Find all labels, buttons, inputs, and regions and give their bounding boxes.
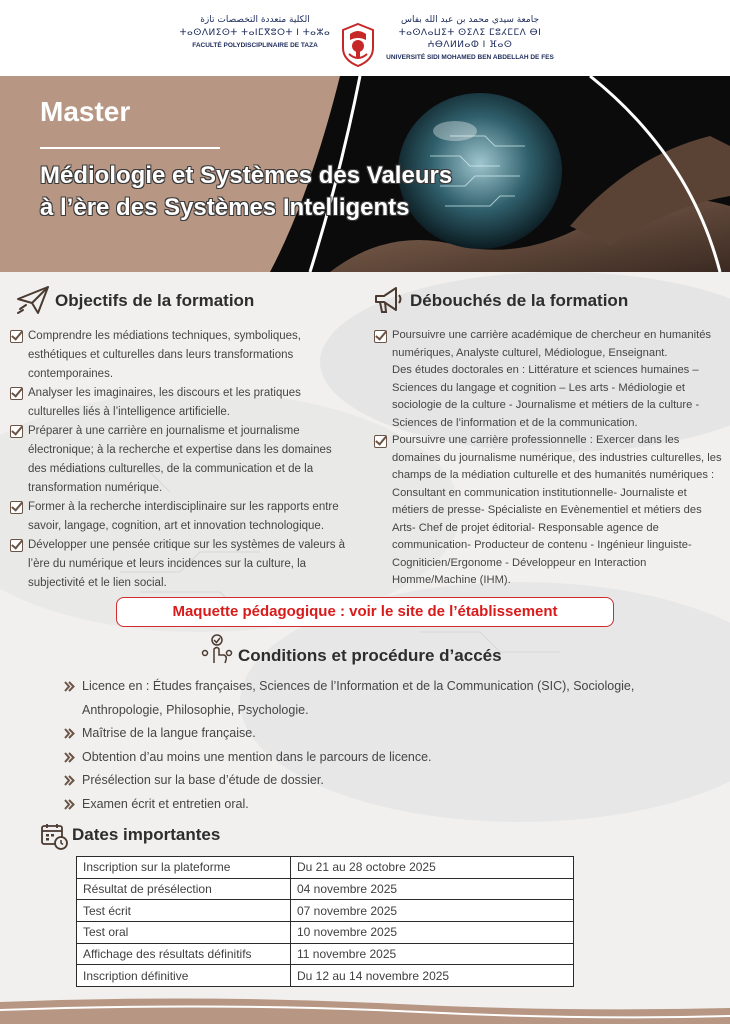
- faculty-name-arabic: الكلية متعددة التخصصات تازة: [200, 15, 310, 25]
- conditions-list: [64, 675, 664, 816]
- faculty-name: [172, 14, 338, 51]
- date-event: Résultat de présélection: [77, 878, 291, 900]
- table-row: [77, 922, 574, 944]
- date-event: Inscription définitive: [77, 965, 291, 987]
- objectif-item: Former à la recherche interdisciplinaire sur les rapports entre savoir, langage, cognition, art et innovation technologique.: [10, 498, 350, 536]
- checkbox-icon: [374, 435, 387, 448]
- date-event: Test écrit: [77, 900, 291, 922]
- touch-checklist-icon: [200, 633, 234, 665]
- university-name: [380, 14, 560, 63]
- date-value: 11 novembre 2025: [291, 943, 574, 965]
- title-divider: [40, 147, 220, 149]
- checkbox-icon: [10, 501, 23, 514]
- condition-item: Maîtrise de la langue française.: [64, 722, 664, 746]
- maquette-notice: Maquette pédagogique : voir le site de l’établissement: [116, 597, 614, 627]
- table-row: [77, 943, 574, 965]
- debouche-doctoral-studies: Des études doctorales en : Littérature et sciences humaines – Sciences du langage et cognition – Les arts - Médiologie et sociologie de la culture - Journalisme et métiers de la culture - Sciences de l’information et de la communication.: [392, 364, 700, 429]
- page-title: [40, 160, 540, 224]
- condition-item: Licence en : Études françaises, Sciences de l’Information et de la Communication (SIC), Sociologie, Anthropologie, Philosophie, Psychologie.: [64, 675, 664, 722]
- date-event: Inscription sur la plateforme: [77, 857, 291, 879]
- objectif-item: Analyser les imaginaires, les discours et les pratiques culturelles liés à l’intelligence artificielle.: [10, 384, 350, 422]
- faculty-name-tifinagh: ⵜⴰⵙⴷⵍⵉⵙⵜ ⵜⴰⵏⵎⴳⵓⵔⵜ ⵏ ⵜⴰⵣⴰ: [179, 28, 331, 38]
- table-row: [77, 857, 574, 879]
- debouche-item: Poursuivre une carrière professionnelle : Exercer dans les domaines du journalisme numérique, des industries culturelles, les champs de la médiation culturelle et des humanités numériques : Consultant en communication institutionnelle- Journaliste et métiers de presse- Spécialiste en Evènementiel et métiers des Arts- Chef de projet éditorial- Responsable agence de communication- Producteur de contenu - Ingénieur linguiste- Cogniticien/Ergonome - Développeur en Interaction Homme/Machine (IHM).: [374, 432, 722, 590]
- date-value: Du 21 au 28 octobre 2025: [291, 857, 574, 879]
- checkbox-icon: [10, 539, 23, 552]
- date-event: Affichage des résultats définitifs: [77, 943, 291, 965]
- condition-item: Obtention d’au moins une mention dans le parcours de licence.: [64, 746, 664, 770]
- date-value: 04 novembre 2025: [291, 878, 574, 900]
- objectif-item: Développer une pensée critique sur les systèmes de valeurs à l’ère du numérique et leurs incidences sur la culture, la subjectivité et le lien social.: [10, 536, 350, 593]
- page-title-line2: à l’ère des Systèmes Intelligents: [40, 194, 410, 221]
- header: [0, 0, 730, 76]
- double-chevron-icon: [64, 775, 75, 786]
- date-value: Du 12 au 14 novembre 2025: [291, 965, 574, 987]
- objectif-item: Comprendre les médiations techniques, symboliques, esthétiques et culturelles dans leurs transformations contemporaines.: [10, 327, 350, 384]
- table-row: [77, 900, 574, 922]
- debouches-list: [374, 327, 722, 590]
- checkbox-icon: [10, 425, 23, 438]
- checkbox-icon: [374, 330, 387, 343]
- checkbox-icon: [10, 387, 23, 400]
- debouche-item: Poursuivre une carrière académique de chercheur en humanités numériques, Analyste culturel, Médiologue, Enseignant. Des études doctorales en : Littérature et sciences humaines – Sciences du langage et cognition – Les arts - Médiologie et sociologie de la culture - Journalisme et métiers de la culture - Sciences de l’information et de la communication.: [374, 327, 722, 432]
- debouches-title: Débouchés de la formation: [410, 291, 629, 310]
- condition-item: Examen écrit et entretien oral.: [64, 793, 664, 817]
- conditions-title: Conditions et procédure d’accés: [238, 646, 502, 665]
- double-chevron-icon: [64, 681, 75, 692]
- table-row: [77, 878, 574, 900]
- date-value: 10 novembre 2025: [291, 922, 574, 944]
- objectif-item: Préparer à une carrière en journalisme et journalisme électronique; à la recherche et expertise dans les domaines des médiations culturelles, de la communication et de la transformation numérique.: [10, 422, 350, 498]
- page-title-line1: Médiologie et Systèmes des Valeurs: [40, 162, 453, 189]
- double-chevron-icon: [64, 799, 75, 810]
- condition-item: Présélection sur la base d’étude de dossier.: [64, 769, 664, 793]
- date-event: Test oral: [77, 922, 291, 944]
- table-row: [77, 965, 574, 987]
- university-crest-logo: [340, 22, 376, 68]
- megaphone-icon: [370, 284, 404, 316]
- paper-plane-icon: [16, 285, 50, 315]
- degree-label: Master: [40, 96, 131, 127]
- dates-title: Dates importantes: [72, 825, 221, 844]
- double-chevron-icon: [64, 752, 75, 763]
- dates-table: [76, 856, 574, 987]
- double-chevron-icon: [64, 728, 75, 739]
- objectifs-title: Objectifs de la formation: [55, 291, 255, 310]
- checkbox-icon: [10, 330, 23, 343]
- university-name-arabic: جامعة سيدي محمد بن عبد الله بفاس: [400, 15, 540, 25]
- faculty-name-french: FACULTÉ POLYDISCIPLINAIRE DE TAZA: [192, 42, 318, 49]
- date-value: 07 novembre 2025: [291, 900, 574, 922]
- calendar-clock-icon: [40, 822, 68, 850]
- bottom-decoration: [0, 990, 730, 1024]
- objectifs-list: [10, 327, 350, 593]
- university-name-french: UNIVERSITÉ SIDI MOHAMED BEN ABDELLAH DE FES: [386, 54, 554, 61]
- university-name-tifinagh: ⵜⴰⵙⴷⴰⵡⵉⵜ ⵙⵉⴷⵉ ⵎⵓⵃⵎⵎⴷ ⴱⵏ ⵄⴱⴷⵍⵍⴰⵀ ⵏ ⴼⴰⵙ: [398, 28, 542, 50]
